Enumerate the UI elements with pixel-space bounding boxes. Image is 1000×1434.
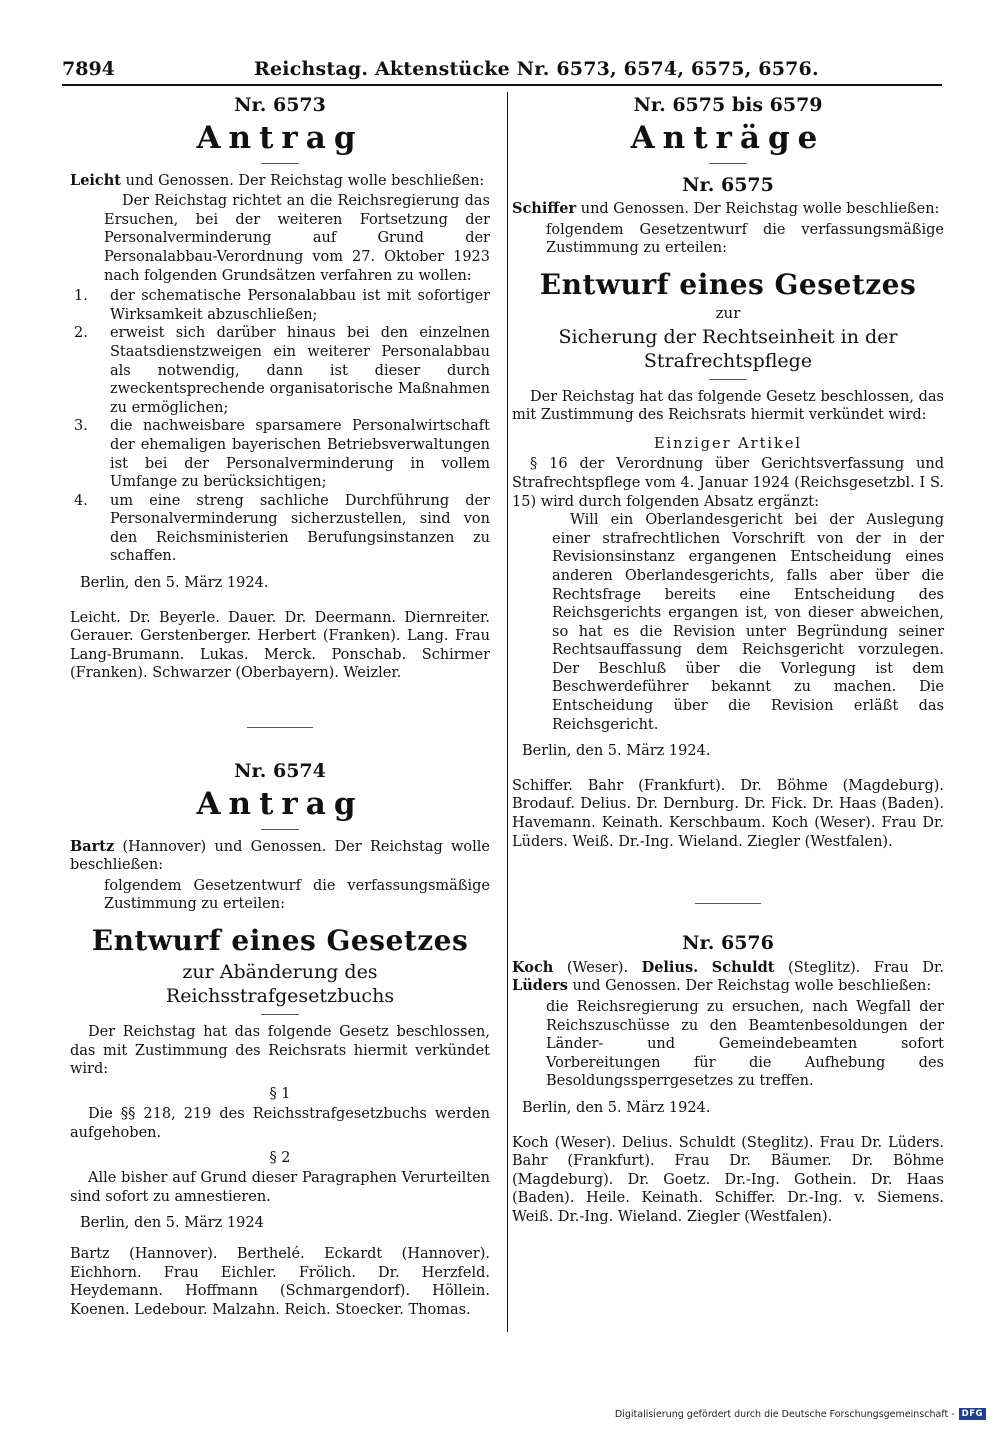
title-rule <box>709 163 747 164</box>
motion-body-text: Der Reichstag richtet an die Reichsregierung das Ersuchen, bei der weiteren Fortsetzung der Personalverminderung auf Grund der Personalabbau-Verordnung vom 27. Oktober 1923 nach folgenden Grundsätzen verfahren zu wollen: <box>104 193 490 284</box>
section-sign: § 1 <box>269 1085 291 1102</box>
right-column <box>512 96 944 1227</box>
title-rule <box>709 379 747 380</box>
bill-zur: zur <box>715 303 741 322</box>
motion-number-range: Nr. 6575 bis 6579 <box>633 94 823 116</box>
digitization-credit <box>615 1408 986 1420</box>
motion-intro <box>512 200 944 219</box>
motion-6573 <box>70 96 490 683</box>
motion-body-text: folgendem Gesetzentwurf die verfassungsmäßige Zustimmung zu erteilen: <box>104 877 490 913</box>
point-text: der schematische Personalabbau ist mit sofortiger Wirksamkeit abzuschließen; <box>110 288 490 323</box>
motions-title: Anträge <box>630 119 826 156</box>
section-text: Alle bisher auf Grund dieser Paragraphen Verurteilten sind sofort zu amnestieren. <box>70 1170 490 1205</box>
place-date: Berlin, den 5. März 1924 <box>80 1215 264 1232</box>
intro-text: (Weser). <box>553 959 642 976</box>
dfg-logo: DFG <box>959 1408 986 1420</box>
motion-points <box>70 287 490 566</box>
point-text: um eine streng sachliche Durchführung der Personalverminderung sicherzustellen, sind von den Reichsministerien Berufungsinstanzen zu schaffen. <box>110 492 490 565</box>
title-rule <box>261 163 299 164</box>
list-item <box>74 492 490 566</box>
motion-title: Antrag <box>196 785 364 822</box>
place-date: Berlin, den 5. März 1924. <box>80 575 269 592</box>
intro-text: und Genossen. Der Reichstag wolle beschließen: <box>121 172 485 189</box>
motion-body <box>512 998 944 1091</box>
motion-number: Nr. 6576 <box>682 932 774 955</box>
section-sign: § 2 <box>269 1149 291 1166</box>
place-date: Berlin, den 5. März 1924. <box>522 1099 711 1116</box>
co-sponsor: Lüders <box>512 977 568 995</box>
intro-text <box>698 960 712 976</box>
title-rule <box>261 829 299 830</box>
motion-intro <box>70 172 490 191</box>
motion-title: Antrag <box>196 119 364 156</box>
section-separator <box>247 727 313 728</box>
lead-sponsor: Koch <box>512 958 554 976</box>
motion-6576 <box>512 934 944 1226</box>
intro-text: und Genossen. Der Reichstag wolle beschließen: <box>567 978 932 995</box>
point-number: 1. <box>74 288 88 305</box>
point-number: 3. <box>74 418 88 435</box>
lead-sponsor: Schiffer <box>512 200 577 218</box>
motion-intro <box>70 838 490 875</box>
article-heading: Einziger Artikel <box>653 435 803 452</box>
column-divider <box>507 92 508 1332</box>
point-number: 4. <box>74 492 88 509</box>
page-header <box>62 54 942 84</box>
bill-subtitle: Sicherung der Rechtseinheit in der Strafrechtspflege <box>558 325 898 372</box>
signatories: Bartz (Hannover). Berthelé. Eckardt (Hannover). Eichhorn. Frau Eichler. Frölich. Dr. Herzfeld. Heydemann. Hoffmann (Schmargendorf). Höllein. Koenen. Ledebour. Malzahn. Reich. Stoecker. Thomas. <box>70 1245 490 1318</box>
bill-subtitle: zur Abänderung des Reichsstrafgesetzbuchs <box>165 961 395 1007</box>
intro-text: (Steglitz). Frau Dr. <box>774 959 944 976</box>
left-column <box>70 96 490 1319</box>
page-number: 7894 <box>62 58 115 80</box>
list-item <box>74 287 490 324</box>
running-head: Reichstag. Aktenstücke Nr. 6573, 6574, 6575, 6576. <box>254 58 819 80</box>
list-item <box>74 324 490 417</box>
lead-sponsor: Bartz <box>70 837 115 855</box>
point-text: erweist sich darüber hinaus bei den einzelnen Staatsdienstzweigen ein weiterer Personalabbau als notwendig, dann ist dieser durch zweckentsprechende organisatorische Maßnahmen zu ermöglichen; <box>110 325 490 416</box>
motion-body-text: die Reichsregierung zu ersuchen, nach Wegfall der Reichszuschüsse zu den Beamtenbesoldungen der Länder- und Gemeindebeamten sofort Vorbereitungen für die Aufhebung des Besoldungssperrgesetzes zu treffen. <box>546 999 944 1090</box>
header-rule <box>62 84 942 86</box>
signatories: Schiffer. Bahr (Frankfurt). Dr. Böhme (Magdeburg). Brodauf. Delius. Dr. Dernburg. Dr. Fick. Dr. Haas (Baden). Havemann. Keinath. Kerschbaum. Koch (Weser). Frau Dr. Lüders. Weiß. Dr.-Ing. Wieland. Ziegler (Westfalen). <box>512 777 944 850</box>
enactment-clause: Der Reichstag hat das folgende Gesetz beschlossen, das mit Zustimmung des Reichsrats hiermit verkündet wird: <box>512 388 944 424</box>
co-sponsor: Schuldt <box>711 958 775 976</box>
intro-text: (Hannover) und Genossen. Der Reichstag wolle beschließen: <box>70 838 490 874</box>
bill-title: Entwurf eines Gesetzes <box>91 924 469 957</box>
article-text: § 16 der Verordnung über Gerichtsverfassung und Strafrechtspflege vom 4. Januar 1924 (Reichsgesetzbl. I S. 15) wird durch folgenden Absatz ergänzt: <box>512 456 944 510</box>
bill-title: Entwurf eines Gesetzes <box>539 267 917 301</box>
signatories: Koch (Weser). Delius. Schuldt (Steglitz). Frau Dr. Lüders. Bahr (Frankfurt). Frau Dr. Bäumer. Dr. Böhme (Magdeburg). Dr. Goetz. Dr.-Ing. Gothein. Dr. Haas (Baden). Heile. Keinath. Schiffer. Dr.-Ing. v. Siemens. Weiß. Dr.-Ing. Wieland. Ziegler (Westfalen). <box>512 1134 944 1225</box>
motion-body-text: folgendem Gesetzentwurf die verfassungsmäßige Zustimmung zu erteilen: <box>546 221 944 257</box>
list-item <box>74 417 490 491</box>
motion-6574 <box>70 762 490 1319</box>
motion-body <box>70 192 490 285</box>
title-rule <box>261 1014 299 1015</box>
credit-text: Digitalisierung gefördert durch die Deutsche Forschungsgemeinschaft - <box>614 1408 955 1420</box>
enactment-clause: Der Reichstag hat das folgende Gesetz beschlossen, das mit Zustimmung des Reichsrats hiermit verkündet wird: <box>70 1024 490 1078</box>
motion-intro <box>512 959 944 996</box>
motions-6575-6579 <box>512 96 944 851</box>
section-text: Die §§ 218, 219 des Reichsstrafgesetzbuchs werden aufgehoben. <box>70 1106 490 1141</box>
motion-number: Nr. 6575 <box>682 173 774 196</box>
inserted-paragraph <box>512 511 944 734</box>
point-number: 2. <box>74 325 88 342</box>
section-separator <box>695 903 761 904</box>
motion-body <box>70 877 490 914</box>
motion-number: Nr. 6573 <box>234 94 326 116</box>
point-text: die nachweisbare sparsamere Personalwirtschaft der ehemaligen bayerischen Betriebsverwaltungen ist bei der Personalverminderung in vollem Umfange zu berücksichtigen; <box>110 418 490 491</box>
signatories: Leicht. Dr. Beyerle. Dauer. Dr. Deermann. Diernreiter. Gerauer. Gerstenberger. Herbert (Franken). Lang. Frau Lang-Brumann. Lukas. Merck. Ponschab. Schirmer (Franken). Schwarzer (Oberbayern). Weizler. <box>70 609 490 682</box>
motion-body <box>512 221 944 258</box>
place-date: Berlin, den 5. März 1924. <box>522 743 711 760</box>
intro-text: und Genossen. Der Reichstag wolle beschließen: <box>576 201 940 218</box>
co-sponsor: Delius. <box>641 958 699 976</box>
inserted-paragraph-text: Will ein Oberlandesgericht bei der Auslegung einer strafrechtlichen Vorschrift von der in der Revisionsinstanz ergangenen Entscheidung eines anderen Oberlandesgerichts, falls aber über die Rechtsfrage bereits eine Entscheidung des Reichsgerichts ergangen ist, von dieser abweichen, so hat es die Revision unter Begründung seiner Rechtsauffassung dem Reichsgericht vorzulegen. Der Beschluß über die Vorlegung ist dem Beschwerdeführer bekannt zu machen. Die Entscheidung über die Revision erläßt das Reichsgericht. <box>552 512 944 733</box>
motion-number: Nr. 6574 <box>234 760 326 783</box>
lead-sponsor: Leicht <box>70 171 121 189</box>
